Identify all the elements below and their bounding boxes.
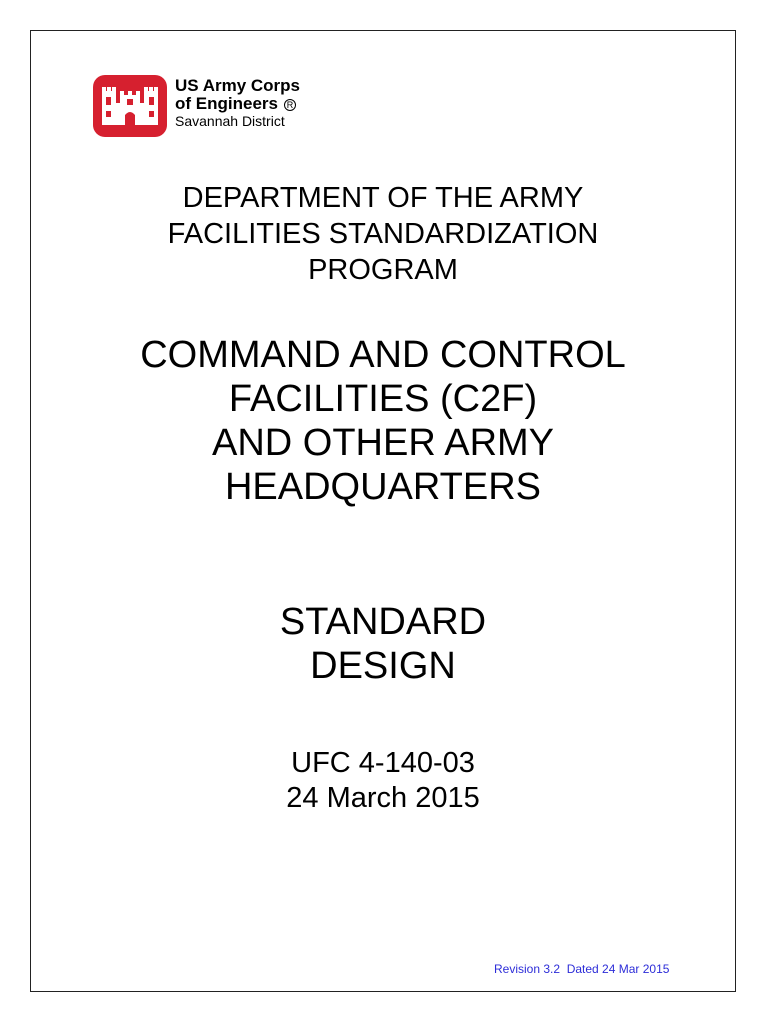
usace-logo	[93, 75, 300, 137]
revision-note: Revision 3.2 Dated 24 Mar 2015	[494, 962, 670, 976]
logo-text	[175, 75, 300, 128]
logo-district: Savannah District	[175, 113, 285, 129]
ufc-number: UFC 4-140-03	[291, 747, 475, 779]
page-border	[30, 30, 736, 992]
document-date: 24 March 2015	[286, 782, 480, 814]
logo-org-name: US Army Corps	[175, 76, 301, 95]
standard-design-heading: STANDARD DESIGN	[279, 601, 487, 687]
castle-icon	[93, 75, 167, 137]
document-title: COMMAND AND CONTROL FACILITIES (C2F) AND OTHER ARMY HEADQUARTERS	[140, 334, 626, 508]
document-number-date	[30, 746, 736, 816]
department-heading: DEPARTMENT OF THE ARMY FACILITIES STANDARDIZATION PROGRAM	[167, 182, 599, 286]
logo-org-name-2: of Engineers R	[175, 95, 300, 112]
registered-mark-icon: R	[284, 99, 296, 111]
